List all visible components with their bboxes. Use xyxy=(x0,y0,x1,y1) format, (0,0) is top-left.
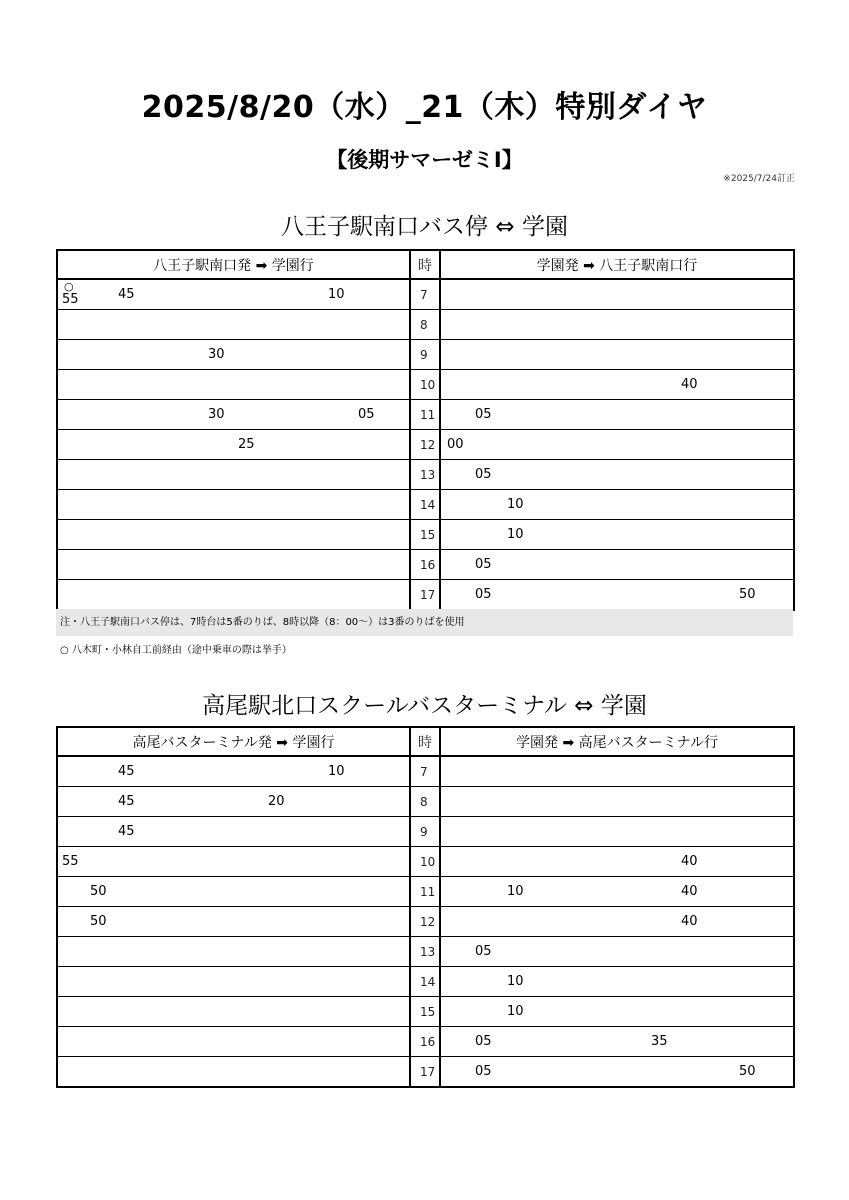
departure-time: 10 xyxy=(507,497,524,512)
table-row xyxy=(57,1027,794,1057)
outbound-times-cell xyxy=(57,907,410,937)
outbound-times-cell xyxy=(57,997,410,1027)
departure-time: 40 xyxy=(681,854,698,869)
outbound-times-cell xyxy=(57,1057,410,1088)
departure-time: 55 xyxy=(62,292,79,307)
inbound-times-cell xyxy=(440,550,794,580)
table-row xyxy=(57,937,794,967)
section-title-takao: 高尾駅北口スクールバスターミナル ⇔ 学園 xyxy=(202,693,647,719)
inbound-times-cell xyxy=(440,279,794,310)
hour-label: 14 xyxy=(410,490,440,520)
departure-time: 35 xyxy=(651,1034,668,1049)
hour-label: 8 xyxy=(410,787,440,817)
hour-label: 17 xyxy=(410,580,440,611)
outbound-times-cell xyxy=(57,787,410,817)
hour-label: 8 xyxy=(410,310,440,340)
inbound-times-cell xyxy=(440,370,794,400)
departure-time: 10 xyxy=(507,1004,524,1019)
inbound-times-cell xyxy=(440,580,794,611)
hour-label: 12 xyxy=(410,430,440,460)
departure-time: 40 xyxy=(681,377,698,392)
page-subtitle: 【後期サマーゼミⅠ】 xyxy=(326,148,523,172)
inbound-times-cell xyxy=(440,430,794,460)
outbound-times-cell xyxy=(57,847,410,877)
hour-label: 16 xyxy=(410,1027,440,1057)
outbound-times-cell xyxy=(57,370,410,400)
outbound-times-cell xyxy=(57,580,410,611)
outbound-times-cell xyxy=(57,756,410,787)
outbound-times-cell xyxy=(57,1027,410,1057)
table-row xyxy=(57,877,794,907)
outbound-times-cell xyxy=(57,400,410,430)
column-header-outbound: 高尾バスターミナル発 ➡ 学園行 xyxy=(57,727,410,756)
table-row xyxy=(57,279,794,310)
column-header-inbound: 学園発 ➡ 高尾バスターミナル行 xyxy=(440,727,794,756)
outbound-times-cell xyxy=(57,490,410,520)
table-row xyxy=(57,997,794,1027)
hour-label: 11 xyxy=(410,400,440,430)
departure-time: 10 xyxy=(328,287,345,302)
table-row xyxy=(57,580,794,611)
departure-time: 05 xyxy=(475,1064,492,1079)
outbound-times-cell xyxy=(57,550,410,580)
departure-time: 45 xyxy=(118,794,135,809)
departure-time: 05 xyxy=(475,467,492,482)
departure-time: 40 xyxy=(681,914,698,929)
hour-label: 11 xyxy=(410,877,440,907)
inbound-times-cell xyxy=(440,520,794,550)
hour-label: 17 xyxy=(410,1057,440,1088)
departure-time: 45 xyxy=(118,824,135,839)
inbound-times-cell xyxy=(440,997,794,1027)
departure-time: 10 xyxy=(328,764,345,779)
table-row xyxy=(57,490,794,520)
departure-time: 20 xyxy=(268,794,285,809)
table-row xyxy=(57,817,794,847)
departure-time: 05 xyxy=(475,587,492,602)
departure-time: 50 xyxy=(739,1064,756,1079)
outbound-times-cell xyxy=(57,817,410,847)
inbound-times-cell xyxy=(440,817,794,847)
hour-label: 15 xyxy=(410,997,440,1027)
timetable-hachioji xyxy=(56,249,795,611)
platform-note: 注・八王子駅南口バス停は、7時台は5番のりば、8時以降（8：00～）は3番のりばを使用 xyxy=(56,609,793,636)
inbound-times-cell xyxy=(440,967,794,997)
inbound-times-cell xyxy=(440,756,794,787)
departure-time: 10 xyxy=(507,527,524,542)
inbound-times-cell xyxy=(440,1057,794,1088)
table-row xyxy=(57,340,794,370)
page-title: 2025/8/20（水）_21（木）特別ダイヤ xyxy=(141,90,708,125)
table-row xyxy=(57,1057,794,1088)
hour-label: 12 xyxy=(410,907,440,937)
table-row xyxy=(57,787,794,817)
inbound-times-cell xyxy=(440,877,794,907)
departure-time: 05 xyxy=(475,557,492,572)
hour-label: 7 xyxy=(410,279,440,310)
outbound-times-cell xyxy=(57,967,410,997)
departure-time: 50 xyxy=(90,884,107,899)
table-row xyxy=(57,847,794,877)
route-note: ○ 八木町・小林自工前経由（途中乗車の際は挙手） xyxy=(60,645,292,656)
departure-time: 50 xyxy=(90,914,107,929)
outbound-times-cell xyxy=(57,937,410,967)
column-header-inbound: 学園発 ➡ 八王子駅南口行 xyxy=(440,250,794,279)
departure-time: 45 xyxy=(118,287,135,302)
departure-time: 50 xyxy=(739,587,756,602)
departure-time: 30 xyxy=(208,407,225,422)
departure-time: 05 xyxy=(475,1034,492,1049)
hour-label: 15 xyxy=(410,520,440,550)
outbound-times-cell xyxy=(57,520,410,550)
column-header-hour: 時 xyxy=(410,250,440,279)
column-header-hour: 時 xyxy=(410,727,440,756)
inbound-times-cell xyxy=(440,907,794,937)
inbound-times-cell xyxy=(440,400,794,430)
table-row xyxy=(57,430,794,460)
revision-note: ※2025/7/24訂正 xyxy=(723,174,795,184)
hour-label: 13 xyxy=(410,937,440,967)
departure-time: 05 xyxy=(358,407,375,422)
hour-label: 10 xyxy=(410,370,440,400)
hour-label: 16 xyxy=(410,550,440,580)
departure-time: 30 xyxy=(208,347,225,362)
table-header-row xyxy=(57,250,794,279)
departure-time: 25 xyxy=(238,437,255,452)
inbound-times-cell xyxy=(440,1027,794,1057)
departure-time: 05 xyxy=(475,944,492,959)
table-row xyxy=(57,550,794,580)
hour-label: 9 xyxy=(410,340,440,370)
hour-label: 10 xyxy=(410,847,440,877)
table-row xyxy=(57,756,794,787)
table-row xyxy=(57,520,794,550)
outbound-times-cell xyxy=(57,310,410,340)
table-row xyxy=(57,907,794,937)
outbound-times-cell xyxy=(57,877,410,907)
inbound-times-cell xyxy=(440,937,794,967)
column-header-outbound: 八王子駅南口発 ➡ 学園行 xyxy=(57,250,410,279)
inbound-times-cell xyxy=(440,847,794,877)
table-row xyxy=(57,967,794,997)
table-row xyxy=(57,460,794,490)
departure-time: 10 xyxy=(507,974,524,989)
departure-time: 45 xyxy=(118,764,135,779)
departure-time: 55 xyxy=(62,854,79,869)
outbound-times-cell xyxy=(57,340,410,370)
outbound-times-cell xyxy=(57,279,410,310)
inbound-times-cell xyxy=(440,787,794,817)
departure-time: 05 xyxy=(475,407,492,422)
departure-time: 00 xyxy=(447,437,464,452)
timetable-takao xyxy=(56,726,795,1088)
hour-label: 7 xyxy=(410,756,440,787)
inbound-times-cell xyxy=(440,490,794,520)
via-route-mark: ○ xyxy=(64,280,74,293)
outbound-times-cell xyxy=(57,430,410,460)
departure-time: 40 xyxy=(681,884,698,899)
section-title-hachioji: 八王子駅南口バス停 ⇔ 学園 xyxy=(281,214,568,240)
outbound-times-cell xyxy=(57,460,410,490)
departure-time: 10 xyxy=(507,884,524,899)
table-header-row xyxy=(57,727,794,756)
table-row xyxy=(57,400,794,430)
table-row xyxy=(57,310,794,340)
inbound-times-cell xyxy=(440,310,794,340)
hour-label: 14 xyxy=(410,967,440,997)
hour-label: 13 xyxy=(410,460,440,490)
inbound-times-cell xyxy=(440,460,794,490)
table-row xyxy=(57,370,794,400)
inbound-times-cell xyxy=(440,340,794,370)
hour-label: 9 xyxy=(410,817,440,847)
